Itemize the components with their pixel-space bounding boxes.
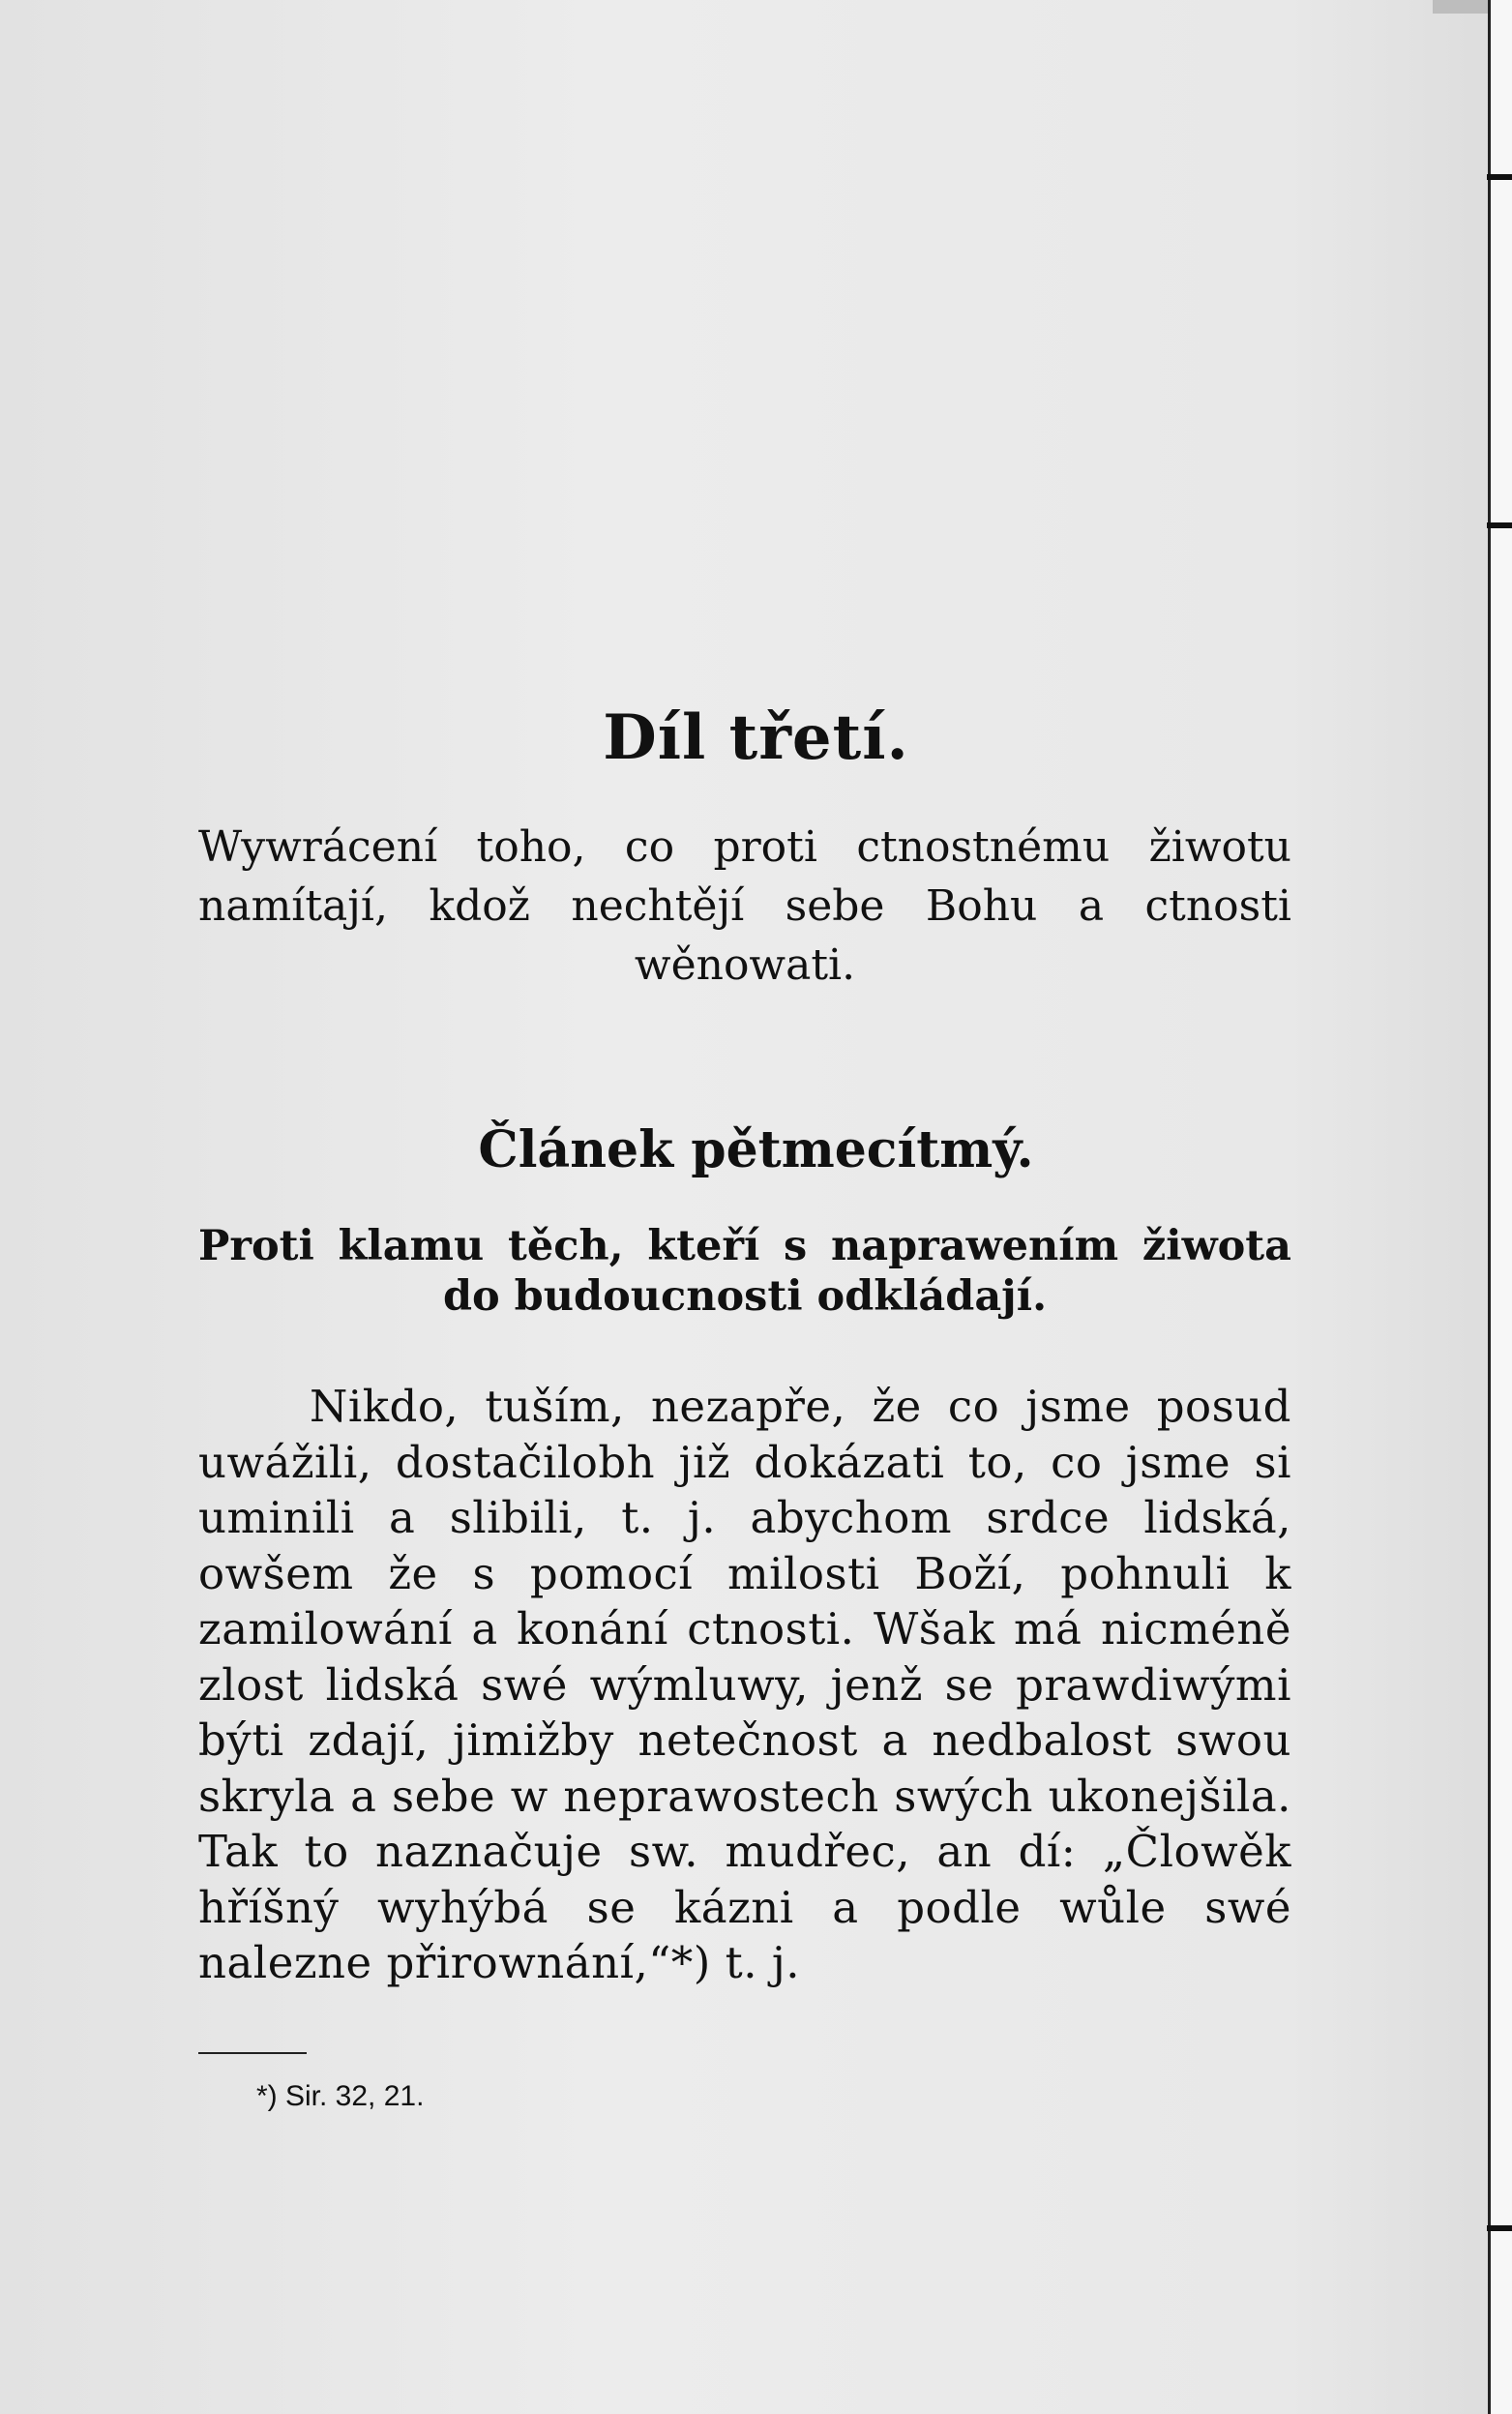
body-paragraph: Nikdo, tuším, nezapře, že co jsme posud uwážili, dostačilobh již dokázati to, co jsme si uminili a slibili, t. j. abychom srdce lidská, owšem že s pomocí milosti Boží, pohnuli k zamilowání a konání ctnosti. Wšak má nicméně zlost lidská swé wýmluwy, jenž se prawdiwými býti zdají, jimižby netečnost a nedbalost swou skryla a sebe w neprawostech swých ukonejšila. Tak to naznačuje sw. mudřec, an dí: „Člowěk hříšný wyhýbá se kázni a podle wůle swé nalezne přirownání,“*) t. j. (198, 1381, 1291, 1988)
page-edge (1488, 0, 1512, 2414)
scan-smudge (1433, 0, 1491, 14)
article-heading: Článek pětmecítmý. (478, 1120, 1034, 1179)
edge-mark (1487, 2225, 1512, 2231)
edge-mark (1487, 174, 1512, 180)
article-description: Proti klamu těch, kteří s naprawením žiwota do budoucnosti odkládají. (198, 1222, 1291, 1321)
part-title: Díl třetí. (603, 701, 909, 774)
part-subtitle: Wywrácení toho, co proti ctnostnému žiwotu namítají, kdož nechtějí sebe Bohu a ctnosti wěnowati. (198, 822, 1291, 990)
footnote-divider (198, 2052, 307, 2054)
footnote: *) Sir. 32, 21. (256, 2080, 425, 2112)
edge-mark (1487, 522, 1512, 528)
